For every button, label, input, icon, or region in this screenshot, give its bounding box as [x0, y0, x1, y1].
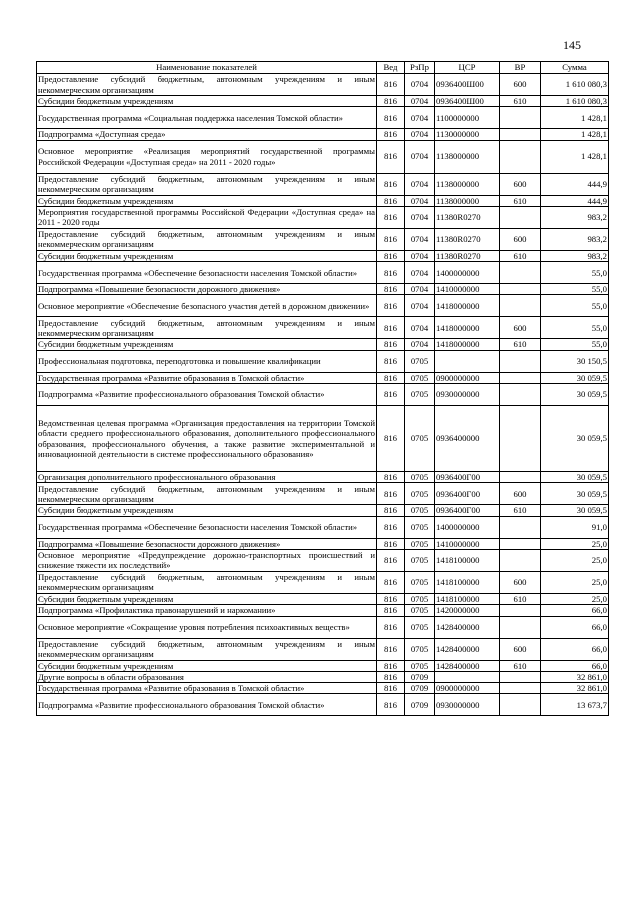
table-row — [37, 140, 609, 173]
cell-sum: 1 428,1 — [541, 140, 609, 173]
table-row — [37, 571, 609, 593]
cell-name: Предоставление субсидий бюджетным, автономным учреждениям и иным некоммерческим организациям — [38, 74, 375, 95]
cell-rzpr: 0704 — [405, 262, 435, 284]
cell-vr — [500, 372, 541, 383]
cell-ved: 816 — [377, 593, 405, 604]
cell-rzpr: 0705 — [405, 384, 435, 406]
table-row — [37, 605, 609, 616]
cell-vr — [500, 605, 541, 616]
cell-rzpr: 0705 — [405, 571, 435, 593]
cell-csr: 1400000000 — [435, 516, 500, 538]
budget-table — [36, 61, 609, 716]
cell-vr — [500, 683, 541, 694]
cell-vr: 600 — [500, 228, 541, 250]
cell-sum: 25,0 — [541, 538, 609, 549]
cell-csr: 1418000000 — [435, 317, 500, 339]
table-row — [37, 683, 609, 694]
cell-vr: 610 — [500, 505, 541, 516]
cell-sum: 30 059,5 — [541, 384, 609, 406]
cell-sum: 983,2 — [541, 206, 609, 228]
cell-csr: 1420000000 — [435, 605, 500, 616]
cell-name: Предоставление субсидий бюджетным, автономным учреждениям и иным некоммерческим организациям — [38, 317, 375, 338]
cell-vr — [500, 472, 541, 483]
table-row — [37, 384, 609, 406]
cell-name: Субсидии бюджетным учреждениям — [37, 339, 377, 350]
cell-name: Предоставление субсидий бюджетным, автономным учреждениям и иным некоммерческим организациям — [38, 229, 375, 250]
cell-csr: 1130000000 — [435, 129, 500, 140]
cell-csr: 0930000000 — [435, 694, 500, 716]
table-row — [37, 472, 609, 483]
cell-ved: 816 — [377, 505, 405, 516]
cell-name: Основное мероприятие «Реализация мероприятий государственной программы Российской Федерации «Доступная среда» на 2011 - 2020 годы» — [37, 140, 377, 173]
cell-name: Профессиональная подготовка, переподготовка и повышение квалификации — [37, 350, 377, 372]
cell-vr — [500, 284, 541, 295]
cell-rzpr: 0704 — [405, 107, 435, 129]
cell-ved: 816 — [377, 406, 405, 472]
cell-vr: 610 — [500, 96, 541, 107]
cell-sum: 55,0 — [541, 295, 609, 317]
cell-rzpr: 0709 — [405, 694, 435, 716]
cell-csr — [435, 350, 500, 372]
cell-ved: 816 — [377, 96, 405, 107]
cell-csr: 1418100000 — [435, 571, 500, 593]
cell-vr — [500, 129, 541, 140]
cell-name: Субсидии бюджетным учреждениям — [37, 505, 377, 516]
cell-ved: 816 — [377, 206, 405, 228]
cell-name: Субсидии бюджетным учреждениям — [37, 250, 377, 261]
cell-sum: 55,0 — [541, 317, 609, 339]
table-row — [37, 262, 609, 284]
table-row — [37, 295, 609, 317]
cell-rzpr: 0705 — [405, 505, 435, 516]
cell-vr: 610 — [500, 339, 541, 350]
table-row — [37, 350, 609, 372]
cell-name: Ведомственная целевая программа «Организация предоставления на территории Томской области среднего профессионального образования, дополнительного профессионального образования, профессионального обучения, а также развитие экспериментальной и инновационной деятельности в системе профессионального образования» — [37, 406, 377, 472]
cell-rzpr: 0705 — [405, 350, 435, 372]
cell-vr — [500, 140, 541, 173]
cell-ved: 816 — [377, 472, 405, 483]
cell-csr: 11380R0270 — [435, 206, 500, 228]
cell-ved: 816 — [377, 694, 405, 716]
cell-ved: 816 — [377, 372, 405, 383]
cell-sum: 55,0 — [541, 262, 609, 284]
cell-vr: 600 — [500, 571, 541, 593]
cell-csr — [435, 671, 500, 682]
cell-csr: 1100000000 — [435, 107, 500, 129]
cell-vr — [500, 262, 541, 284]
cell-csr: 0936400Г00 — [435, 472, 500, 483]
cell-sum: 66,0 — [541, 660, 609, 671]
header-csr: ЦСР — [435, 62, 500, 74]
cell-ved: 816 — [377, 516, 405, 538]
cell-ved: 816 — [377, 483, 405, 505]
cell-rzpr: 0709 — [405, 683, 435, 694]
cell-rzpr: 0705 — [405, 605, 435, 616]
cell-ved: 816 — [377, 284, 405, 295]
cell-rzpr: 0704 — [405, 228, 435, 250]
table-row — [37, 74, 609, 96]
cell-sum: 25,0 — [541, 549, 609, 571]
cell-name: Субсидии бюджетным учреждениям — [37, 195, 377, 206]
cell-name: Государственная программа «Развитие образования в Томской области» — [37, 683, 377, 694]
cell-name: Государственная программа «Развитие образования в Томской области» — [37, 372, 377, 383]
cell-vr: 600 — [500, 173, 541, 195]
cell-csr: 1418100000 — [435, 593, 500, 604]
cell-name: Подпрограмма «Развитие профессионального образования Томской области» — [37, 694, 377, 716]
table-row — [37, 195, 609, 206]
cell-csr: 0936400Ш00 — [435, 96, 500, 107]
header-rzpr: РзПр — [405, 62, 435, 74]
header-sum: Сумма — [541, 62, 609, 74]
cell-csr: 0936400Г00 — [435, 505, 500, 516]
cell-rzpr: 0704 — [405, 206, 435, 228]
cell-vr — [500, 516, 541, 538]
cell-sum: 983,2 — [541, 250, 609, 261]
cell-vr — [500, 538, 541, 549]
header-ved: Вед — [377, 62, 405, 74]
cell-sum: 32 861,0 — [541, 671, 609, 682]
cell-csr: 1410000000 — [435, 538, 500, 549]
table-row — [37, 505, 609, 516]
cell-sum: 55,0 — [541, 284, 609, 295]
table-row — [37, 284, 609, 295]
cell-csr: 0900000000 — [435, 372, 500, 383]
cell-name: Субсидии бюджетным учреждениям — [37, 660, 377, 671]
cell-sum: 1 428,1 — [541, 129, 609, 140]
page-number: 145 — [563, 38, 581, 52]
table-row — [37, 593, 609, 604]
table-row — [37, 372, 609, 383]
cell-sum: 30 059,5 — [541, 406, 609, 472]
table-row — [37, 538, 609, 549]
cell-rzpr: 0704 — [405, 339, 435, 350]
table-row — [37, 339, 609, 350]
cell-ved: 816 — [377, 384, 405, 406]
cell-name: Другие вопросы в области образования — [37, 671, 377, 682]
cell-sum: 1 610 080,3 — [541, 96, 609, 107]
cell-sum: 32 861,0 — [541, 683, 609, 694]
cell-vr: 600 — [500, 74, 541, 96]
table-row — [37, 129, 609, 140]
cell-rzpr: 0705 — [405, 638, 435, 660]
cell-csr: 1428400000 — [435, 660, 500, 671]
cell-vr — [500, 107, 541, 129]
cell-name: Субсидии бюджетным учреждениям — [37, 96, 377, 107]
cell-sum: 66,0 — [541, 616, 609, 638]
cell-name: Подпрограмма «Доступная среда» — [37, 129, 377, 140]
cell-rzpr: 0704 — [405, 140, 435, 173]
cell-ved: 816 — [377, 683, 405, 694]
table-header-row — [37, 62, 609, 74]
cell-ved: 816 — [377, 571, 405, 593]
cell-rzpr: 0704 — [405, 129, 435, 140]
cell-rzpr: 0705 — [405, 516, 435, 538]
cell-name: Подпрограмма «Повышение безопасности дорожного движения» — [37, 284, 377, 295]
cell-sum: 1 610 080,3 — [541, 74, 609, 96]
cell-sum: 55,0 — [541, 339, 609, 350]
cell-sum: 30 059,5 — [541, 483, 609, 505]
cell-sum: 983,2 — [541, 228, 609, 250]
table-row — [37, 250, 609, 261]
cell-sum: 30 059,5 — [541, 472, 609, 483]
cell-name: Подпрограмма «Повышение безопасности дорожного движения» — [37, 538, 377, 549]
cell-vr — [500, 206, 541, 228]
cell-name: Основное мероприятие «Обеспечение безопасного участия детей в дорожном движении» — [37, 295, 377, 317]
cell-name: Государственная программа «Обеспечение безопасности населения Томской области» — [37, 516, 377, 538]
cell-name: Государственная программа «Обеспечение безопасности населения Томской области» — [37, 262, 377, 284]
table-row — [37, 96, 609, 107]
table-row — [37, 107, 609, 129]
cell-ved: 816 — [377, 295, 405, 317]
cell-vr — [500, 671, 541, 682]
cell-name: Основное мероприятие «Предупреждение дорожно-транспортных происшествий и снижение тяжести их последствий» — [38, 550, 375, 571]
cell-name: Предоставление субсидий бюджетным, автономным учреждениям и иным некоммерческим организациям — [38, 638, 375, 660]
table-row — [37, 483, 609, 505]
cell-rzpr: 0704 — [405, 195, 435, 206]
cell-csr: 1418000000 — [435, 295, 500, 317]
cell-ved: 816 — [377, 250, 405, 261]
cell-csr: 0936400000 — [435, 406, 500, 472]
cell-sum: 25,0 — [541, 593, 609, 604]
table-row — [37, 173, 609, 195]
cell-csr: 1138000000 — [435, 195, 500, 206]
cell-ved: 816 — [377, 173, 405, 195]
cell-ved: 816 — [377, 339, 405, 350]
cell-csr: 1400000000 — [435, 262, 500, 284]
cell-vr — [500, 406, 541, 472]
cell-rzpr: 0704 — [405, 295, 435, 317]
cell-name: Государственная программа «Социальная поддержка населения Томской области» — [37, 107, 377, 129]
cell-vr: 610 — [500, 195, 541, 206]
cell-rzpr: 0705 — [405, 372, 435, 383]
cell-rzpr: 0704 — [405, 74, 435, 96]
cell-rzpr: 0704 — [405, 250, 435, 261]
cell-ved: 816 — [377, 262, 405, 284]
cell-rzpr: 0704 — [405, 173, 435, 195]
cell-vr: 600 — [500, 638, 541, 660]
cell-ved: 816 — [377, 195, 405, 206]
cell-rzpr: 0705 — [405, 538, 435, 549]
cell-csr: 1138000000 — [435, 173, 500, 195]
cell-ved: 816 — [377, 129, 405, 140]
cell-sum: 91,0 — [541, 516, 609, 538]
cell-vr — [500, 295, 541, 317]
cell-csr: 1418000000 — [435, 339, 500, 350]
cell-csr: 1428400000 — [435, 638, 500, 660]
cell-vr — [500, 694, 541, 716]
cell-ved: 816 — [377, 638, 405, 660]
table-row — [37, 694, 609, 716]
table-row — [37, 660, 609, 671]
cell-csr: 1138000000 — [435, 140, 500, 173]
cell-vr — [500, 616, 541, 638]
cell-csr: 0930000000 — [435, 384, 500, 406]
cell-csr: 1428400000 — [435, 616, 500, 638]
cell-ved: 816 — [377, 74, 405, 96]
cell-sum: 30 059,5 — [541, 372, 609, 383]
cell-rzpr: 0704 — [405, 284, 435, 295]
cell-name: Подпрограмма «Развитие профессионального образования Томской области» — [37, 384, 377, 406]
cell-sum: 444,9 — [541, 173, 609, 195]
table-row — [37, 671, 609, 682]
cell-sum: 1 428,1 — [541, 107, 609, 129]
table-row — [37, 616, 609, 638]
cell-name: Основное мероприятие «Сокращение уровня потребления психоактивных веществ» — [37, 616, 377, 638]
cell-csr: 11380R0270 — [435, 250, 500, 261]
table-row — [37, 206, 609, 228]
cell-rzpr: 0705 — [405, 483, 435, 505]
cell-ved: 816 — [377, 671, 405, 682]
cell-name: Предоставление субсидий бюджетным, автономным учреждениям и иным некоммерческим организациям — [38, 572, 375, 593]
cell-sum: 30 059,5 — [541, 505, 609, 516]
table-row — [37, 516, 609, 538]
cell-csr: 1410000000 — [435, 284, 500, 295]
cell-ved: 816 — [377, 107, 405, 129]
cell-vr — [500, 549, 541, 571]
cell-sum: 66,0 — [541, 605, 609, 616]
cell-name: Мероприятия государственной программы Российской Федерации «Доступная среда» на 2011 - 2020 годы — [38, 207, 375, 228]
cell-sum: 30 150,5 — [541, 350, 609, 372]
cell-ved: 816 — [377, 350, 405, 372]
cell-csr: 0900000000 — [435, 683, 500, 694]
cell-name: Субсидии бюджетным учреждениям — [37, 593, 377, 604]
cell-ved: 816 — [377, 228, 405, 250]
cell-name: Предоставление субсидий бюджетным, автономным учреждениям и иным некоммерческим организациям — [38, 173, 375, 195]
cell-csr: 0936400Г00 — [435, 483, 500, 505]
cell-vr: 600 — [500, 483, 541, 505]
cell-rzpr: 0705 — [405, 660, 435, 671]
cell-vr: 610 — [500, 250, 541, 261]
cell-ved: 816 — [377, 140, 405, 173]
cell-ved: 816 — [377, 317, 405, 339]
cell-ved: 816 — [377, 616, 405, 638]
cell-ved: 816 — [377, 549, 405, 571]
cell-vr: 610 — [500, 660, 541, 671]
cell-sum: 444,9 — [541, 195, 609, 206]
cell-vr: 600 — [500, 317, 541, 339]
table-row — [37, 228, 609, 250]
header-name: Наименование показателей — [37, 62, 377, 74]
cell-rzpr: 0704 — [405, 317, 435, 339]
cell-rzpr: 0705 — [405, 406, 435, 472]
cell-vr — [500, 350, 541, 372]
cell-csr: 11380R0270 — [435, 228, 500, 250]
cell-ved: 816 — [377, 660, 405, 671]
cell-ved: 816 — [377, 605, 405, 616]
cell-csr: 1418100000 — [435, 549, 500, 571]
cell-rzpr: 0705 — [405, 616, 435, 638]
table-row — [37, 549, 609, 571]
table-row — [37, 317, 609, 339]
cell-ved: 816 — [377, 538, 405, 549]
cell-rzpr: 0705 — [405, 549, 435, 571]
table-row — [37, 638, 609, 660]
cell-name: Организация дополнительного профессионального образования — [37, 472, 377, 483]
cell-vr: 610 — [500, 593, 541, 604]
cell-rzpr: 0705 — [405, 472, 435, 483]
table-row — [37, 406, 609, 472]
cell-name: Подпрограмма «Профилактика правонарушений и наркомании» — [37, 605, 377, 616]
cell-rzpr: 0709 — [405, 671, 435, 682]
header-vr: ВР — [500, 62, 541, 74]
cell-rzpr: 0704 — [405, 96, 435, 107]
cell-sum: 25,0 — [541, 571, 609, 593]
cell-sum: 13 673,7 — [541, 694, 609, 716]
cell-name: Предоставление субсидий бюджетным, автономным учреждениям и иным некоммерческим организациям — [38, 483, 375, 504]
cell-rzpr: 0705 — [405, 593, 435, 604]
cell-sum: 66,0 — [541, 638, 609, 660]
cell-csr: 0936400Ш00 — [435, 74, 500, 96]
cell-vr — [500, 384, 541, 406]
